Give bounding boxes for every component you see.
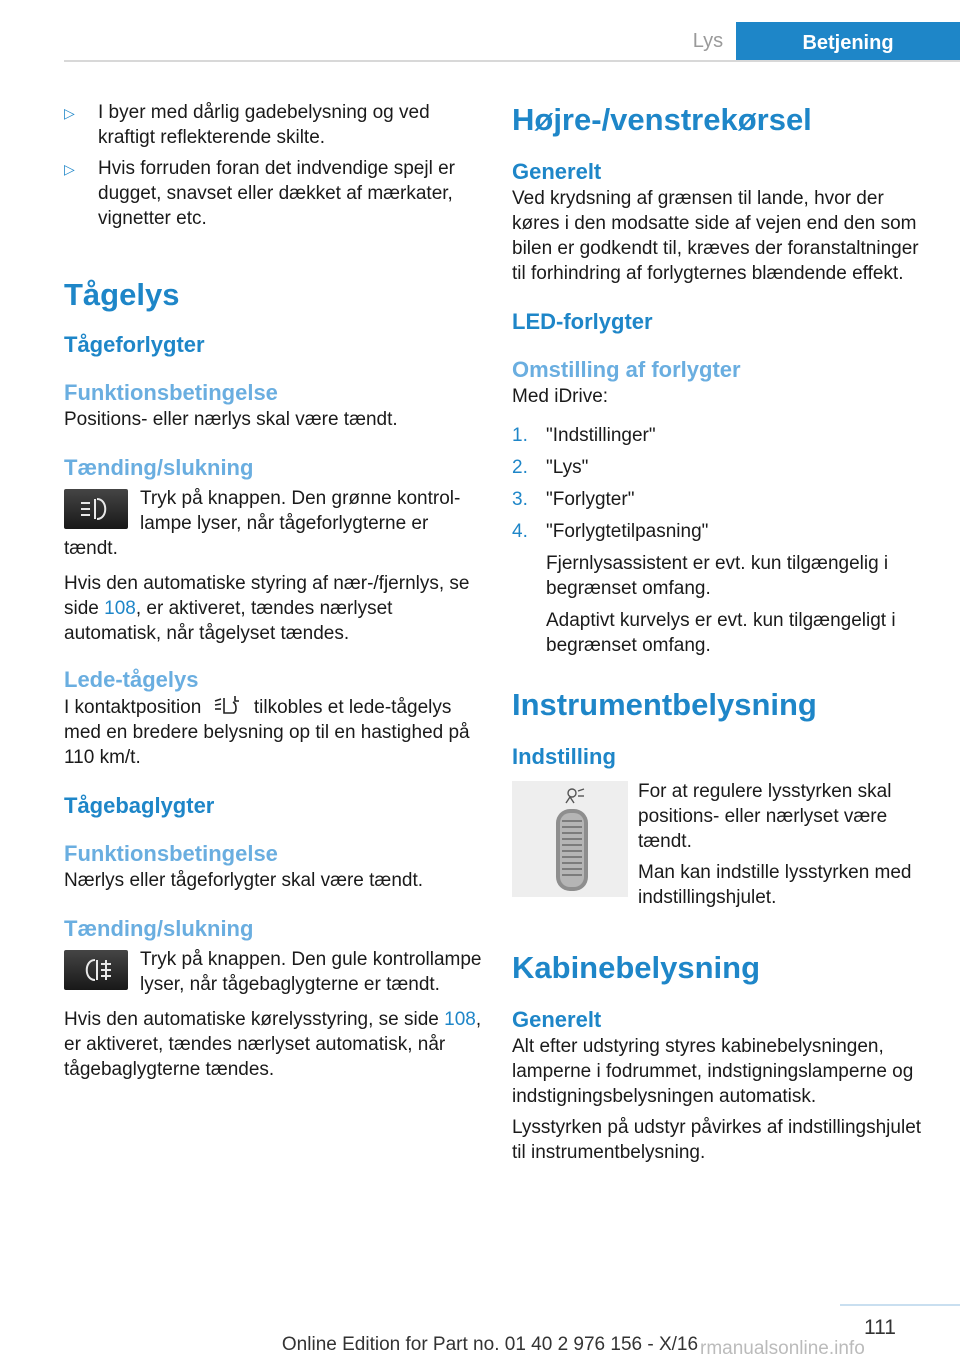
text-fragment: Hvis den automatiske kørelysstyring, se side xyxy=(64,1009,445,1030)
heading-funktionsbetingelse: Funktionsbetingelse xyxy=(64,841,278,866)
paragraph: Tryk på knappen. Den grønne kontrollampe lyser, når tågeforlygterne er tændt. xyxy=(64,488,461,559)
step-text: "Indstillinger" xyxy=(546,425,656,446)
text-fragment: tilkobles et lede-tågelys med en bredere belysning op til en hastighed på 110 km/t. xyxy=(64,697,470,768)
paragraph: Med iDrive: xyxy=(512,386,609,407)
step-text: "Forlygtetilpasning" xyxy=(546,521,709,542)
text-fragment: , er aktiveret, tændes nærlyset automatisk, når tågebaglygterne tændes. xyxy=(64,1009,482,1080)
step-text: "Lys" xyxy=(546,457,589,478)
list-item xyxy=(512,455,932,480)
step-note: Fjernlysassistent er evt. kun tilgængelig i begrænset omfang. xyxy=(546,553,889,599)
section-title-instrumentbelysning: Instrumentbelysning xyxy=(512,687,817,722)
step-number: 3. xyxy=(512,489,528,510)
heading-taending-slukning: Tænding/slukning xyxy=(64,455,254,480)
paragraph: Tryk på knappen. Den gule kontrollampe lyser, når tågebaglygterne er tændt. xyxy=(140,949,482,995)
fog-light-rear-button-image xyxy=(64,950,128,990)
header-chapter-tab: Betjening xyxy=(736,22,960,62)
fog-light-front-icon xyxy=(78,495,114,523)
fog-light-rear-icon xyxy=(78,956,114,984)
step-note: Adaptivt kurvelys er evt. kun tilgængeligt i begrænset omfang. xyxy=(546,610,896,656)
bullet-text: I byer med dårlig gadebelysning og ved kraftigt reflekterende skilte. xyxy=(98,102,430,148)
fog-light-front-button-image xyxy=(64,489,128,529)
subsection-title-led-forlygter: LED-forlygter xyxy=(512,309,653,334)
footer-edition: Online Edition for Part no. 01 40 2 976 156 - X/16 xyxy=(281,1334,699,1355)
header-section-label: Lys xyxy=(692,30,724,52)
paragraph xyxy=(64,1007,482,1082)
subsection-title-indstilling: Indstilling xyxy=(512,744,616,769)
paragraph: For at regulere lysstyrken skal positions- eller nærlyset være tændt. xyxy=(638,781,892,852)
page-link-108[interactable]: 108 xyxy=(104,598,136,619)
triangle-bullet-icon: ▷ xyxy=(64,105,75,121)
heading-funktionsbetingelse: Funktionsbetingelse xyxy=(64,380,278,405)
watermark: rmanualsonline.info xyxy=(700,1338,865,1359)
paragraph: Alt efter udstyring styres kabinebelysningen, lamperne i fodrummet, indstigningslamperne og indstigningsbelysningen automatisk. xyxy=(512,1036,914,1107)
ignition-position-icon xyxy=(213,694,243,716)
heading-taending-slukning: Tænding/slukning xyxy=(64,916,254,941)
list-item xyxy=(512,519,932,544)
right-column xyxy=(512,100,932,1165)
subsection-title-tageforlygter: Tågeforlygter xyxy=(64,332,205,357)
section-title-tagelys: Tågelys xyxy=(64,277,180,312)
step-number: 4. xyxy=(512,521,528,542)
text-fragment: Hvis den automatiske styring af nær-/fjernlys, se side xyxy=(64,573,470,619)
heading-omstilling: Omstilling af forlygter xyxy=(512,357,741,382)
list-item xyxy=(64,100,482,150)
paragraph xyxy=(64,571,482,646)
dimmer-wheel-image xyxy=(512,781,628,897)
step-text: "Forlygter" xyxy=(546,489,635,510)
paragraph: Man kan indstille lysstyrken med indstillingshjulet. xyxy=(638,862,912,908)
section-title-hojre-venstrekorsel: Højre-/venstrekørsel xyxy=(512,102,812,137)
paragraph: Positions- eller nærlys skal være tændt. xyxy=(64,409,398,430)
paragraph: Ved krydsning af grænsen til lande, hvor der køres i den modsatte side af vejen end den som bilen er godkendt til, kræves der foranstaltninger til forhindring af forlygternes blændende effekt. xyxy=(512,188,919,284)
step-number: 1. xyxy=(512,425,528,446)
paragraph: Nærlys eller tågeforlygter skal være tændt. xyxy=(64,870,424,891)
header-divider xyxy=(64,60,960,62)
list-item xyxy=(512,423,932,448)
paragraph: Lysstyrken på udstyr påvirkes af indstillingshjulet til instrumentbelysning. xyxy=(512,1117,922,1163)
bullet-text: Hvis forruden foran det indvendige spejl er dugget, snavset eller dækket af mærkater, vignetter etc. xyxy=(98,158,455,229)
text-fragment: I kontaktposition xyxy=(64,697,202,718)
subsection-title-generelt: Generelt xyxy=(512,159,602,184)
triangle-bullet-icon: ▷ xyxy=(64,161,75,177)
text-fragment: , er aktiveret, tændes nærlyset automatisk, når tågelyset tændes. xyxy=(64,598,393,644)
subsection-title-generelt: Generelt xyxy=(512,1007,602,1032)
dimmer-wheel-icon xyxy=(512,781,628,897)
list-item xyxy=(64,156,482,231)
page-link-108[interactable]: 108 xyxy=(444,1009,476,1030)
paragraph xyxy=(64,694,482,770)
subsection-title-tagebaglygter: Tågebaglygter xyxy=(64,793,215,818)
heading-lede-tagelys: Lede-tågelys xyxy=(64,667,199,692)
section-title-kabinebelysning: Kabinebelysning xyxy=(512,950,761,985)
list-item xyxy=(512,487,932,512)
page-number: 111 xyxy=(864,1316,896,1339)
step-number: 2. xyxy=(512,457,528,478)
left-column xyxy=(64,100,482,1082)
footer-divider xyxy=(840,1304,960,1306)
